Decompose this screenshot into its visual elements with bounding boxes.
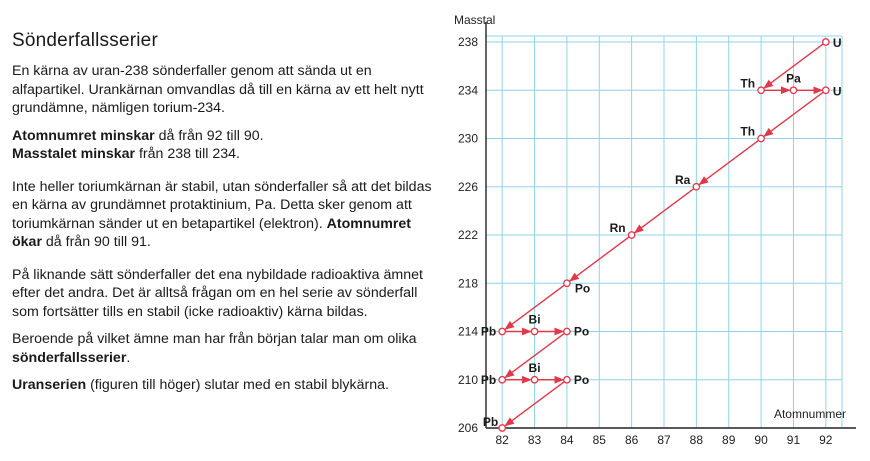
nuclide-point [823, 39, 829, 45]
nuclide-point [693, 184, 699, 190]
nuclide-point [823, 87, 829, 93]
x-tick-label: 90 [754, 433, 768, 447]
y-tick-label: 238 [457, 35, 478, 50]
p4-text: På liknande sätt sönderfaller det ena nybildade radioaktiva ämnet efter det andra. Det är alltså frågan om en hel serie av sönderfall som fortsätter tills en stabil (icke radioaktiv) kärna bildas. [12, 266, 423, 320]
nuclide-label: Pb [480, 324, 497, 339]
p3-text-end: då från 90 till 91. [41, 234, 151, 250]
section-heading: Sönderfallsserier [12, 30, 158, 51]
p5-text: Beroende på vilket ämne man har från början talar man om olika [12, 331, 417, 347]
nuclide-point [758, 87, 764, 93]
x-tick-label: 89 [722, 433, 736, 447]
p2-text-atomic: då från 92 till 90. [154, 127, 264, 144]
nuclide-point [499, 328, 505, 334]
nuclide-label: Ra [675, 172, 691, 187]
nuclide-point [531, 377, 537, 383]
p2-bold-mass: Masstalet minskar [12, 146, 136, 162]
y-tick-label: 210 [457, 372, 478, 387]
nuclide-label: Po [573, 324, 590, 339]
nuclide-label: Rn [609, 221, 626, 236]
p3-bold: Atomnumret ökar [12, 215, 412, 250]
p5-bold: sönderfallsserier [12, 349, 127, 366]
nuclide-label: U [832, 84, 842, 99]
x-axis-title: Atomnummer [773, 407, 846, 421]
y-tick-label: 234 [457, 83, 478, 98]
x-tick-label: 91 [786, 433, 801, 447]
p3-text: Inte heller toriumkärnan är stabil, utan sönderfaller så att det bildas en kärna av grundämnet protaktinium, Pa. Detta sker genom att toriumkärnan sänder ut en betapartikel (elektron). [12, 178, 432, 232]
y-tick-label: 218 [457, 276, 478, 291]
y-tick-label: 226 [457, 179, 478, 194]
nuclide-point [628, 232, 634, 238]
x-tick-label: 87 [657, 433, 671, 447]
nuclide-label: Th [740, 124, 756, 139]
p6-text: (figuren till höger) slutar med en stabil blykärna. [86, 377, 389, 393]
y-tick-label: 230 [457, 131, 478, 146]
p6-bold: Uranserien [12, 377, 87, 393]
nuclide-point [564, 328, 570, 334]
p5-text-end: . [126, 349, 131, 366]
p1-text: En kärna av uran-238 sönderfaller genom att sända ut en alfapartikel. Urankärnan omvandlas då till en kärna av ett helt nytt grundämne, nämligen torium-234. [12, 63, 424, 116]
y-axis-title: Masstal [454, 13, 496, 27]
nuclide-label: Bi [528, 312, 541, 327]
p2-bold-atomic: Atomnumret minskar [12, 127, 155, 144]
x-tick-label: 82 [495, 433, 509, 447]
nuclide-label: Pb [480, 372, 497, 387]
nuclide-label: Bi [528, 360, 541, 375]
y-tick-label: 206 [457, 421, 478, 435]
y-tick-label: 214 [457, 324, 478, 339]
nuclide-point [564, 377, 570, 383]
y-tick-label: 222 [457, 228, 478, 243]
nuclide-label: U [832, 36, 842, 51]
nuclide-label: Pb [482, 415, 499, 429]
nuclide-point [564, 280, 570, 286]
x-tick-label: 83 [527, 433, 542, 447]
nuclide-label: Th [740, 76, 756, 91]
nuclide-point [790, 87, 796, 93]
x-tick-label: 86 [624, 433, 639, 447]
nuclide-label: Po [573, 372, 590, 387]
x-tick-label: 88 [689, 433, 704, 447]
x-tick-label: 84 [560, 433, 574, 447]
x-tick-label: 85 [592, 433, 606, 447]
x-tick-label: 92 [819, 433, 833, 447]
nuclide-point [531, 328, 537, 334]
nuclide-point [499, 377, 505, 383]
nuclide-point [758, 135, 764, 141]
nuclide-label: Po [574, 281, 591, 296]
p2-text-mass: från 238 till 234. [135, 146, 240, 162]
nuclide-point [499, 425, 505, 431]
nuclide-label: Pa [786, 71, 801, 86]
